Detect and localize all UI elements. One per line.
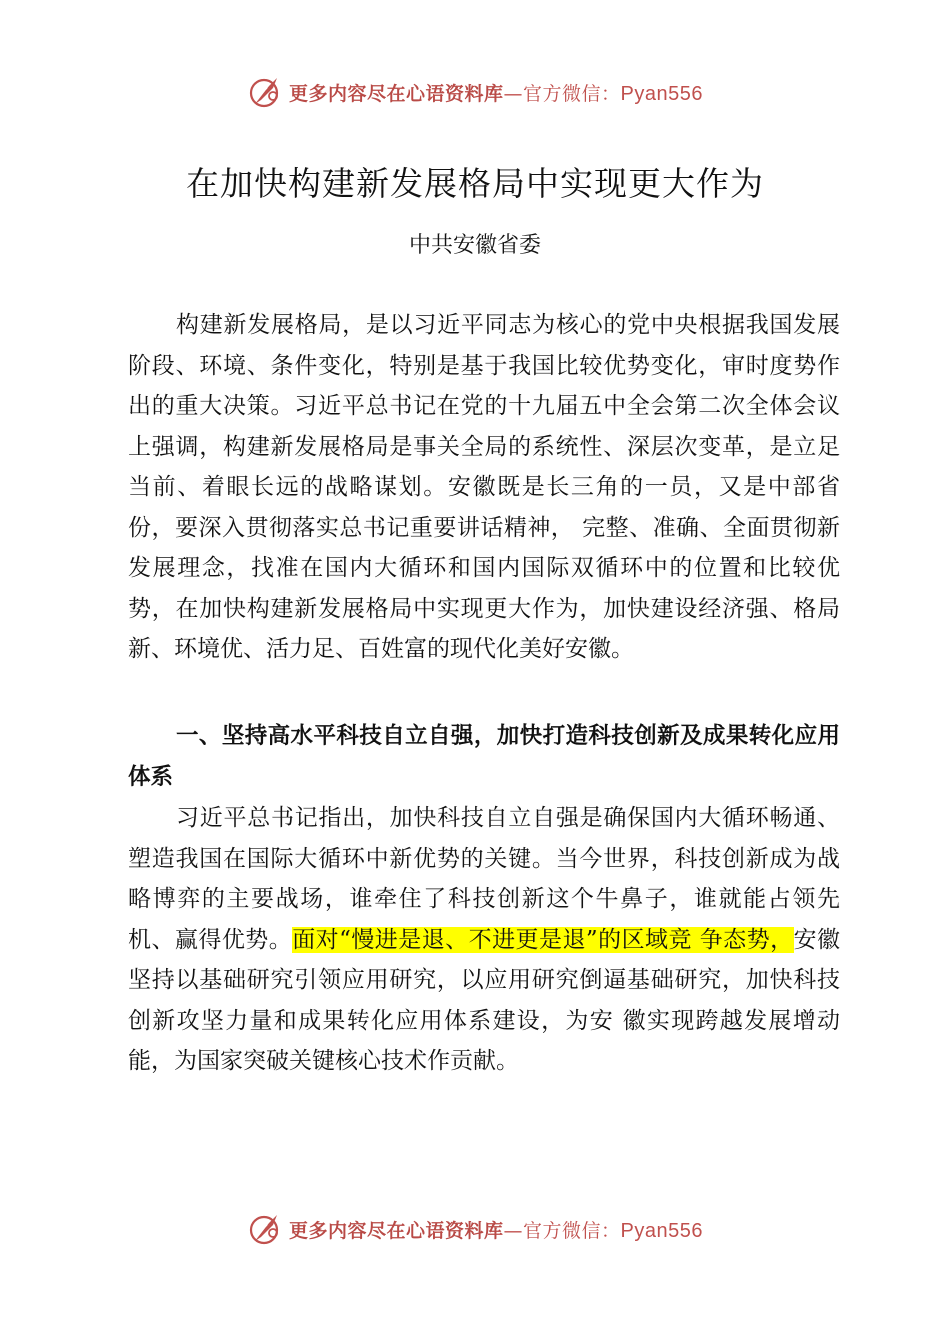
section-heading-1: 一、坚持高水平科技自立自强，加快打造科技创新及成果转化应用体系 (128, 723, 840, 790)
document-author: 中共安徽省委 (408, 233, 541, 258)
watermark-wechat-id: Pyan556 (620, 1219, 703, 1242)
header-watermark (0, 72, 950, 112)
watermark-official: 官方微信： (523, 1219, 621, 1242)
watermark-dash: — (503, 1219, 524, 1242)
watermark-text (289, 79, 703, 106)
quill-pen-logo-icon (247, 1211, 283, 1247)
watermark-dash: — (503, 82, 524, 105)
watermark-official: 官方微信： (523, 82, 621, 105)
paragraph-2-text-after: 安徽坚持以基础研究引领应用研究，以应用研究倒逼基础研究，加快科技创新攻坚力量和成果转化应用体系建设，为安 徽实现跨越发展增动能，为国家突破关键核心技术作贡献。 (128, 926, 841, 1074)
document-title: 在加快构建新发展格局中实现更大作为 (186, 164, 764, 203)
paragraph-2-text-before: 习近平总书记指出，加快科技自立自强是确保国内大循环畅通、塑造我国在国际大循环中新优势的关键。当今世界，科技创新成为战略博弈的主要战场，谁牵住了科技创新这个牛鼻子，谁就能占领先机、赢得优势。 (128, 805, 840, 953)
watermark-main: 更多内容尽在心语资料库 (289, 1219, 504, 1242)
footer-watermark (0, 1209, 950, 1249)
body-paragraph-1: 构建新发展格局，是以习近平同志为核心的党中央根据我国发展阶段、环境、条件变化，特别是基于我国比较优势变化，审时度势作出的重大决策。习近平总书记在党的十九届五中全会第二次全体会议上强调，构建新发展格局是事关全局的系统性、深层次变革，是立足当前、着眼长远的战略谋划。安徽既是长三角的一员，又是中部省份，要深入贯彻落实总书记重要讲话精神， 完整、准确、全面贯彻新发展理念，找准在国内大循环和国内国际双循环中的位置和比较优势，在加快构建新发展格局中实现更大作为，加快建设经济强、格局新、环境优、活力足、百姓富的现代化美好安徽。 (128, 312, 840, 662)
highlighted-text: 面对“慢进是退、不进更是退”的区域竞 争态势， (292, 926, 794, 953)
quill-pen-logo-icon (247, 74, 283, 110)
watermark-main: 更多内容尽在心语资料库 (289, 82, 504, 105)
body-paragraph-2 (128, 798, 840, 1082)
watermark-text (289, 1216, 703, 1243)
watermark-wechat-id: Pyan556 (620, 82, 703, 105)
